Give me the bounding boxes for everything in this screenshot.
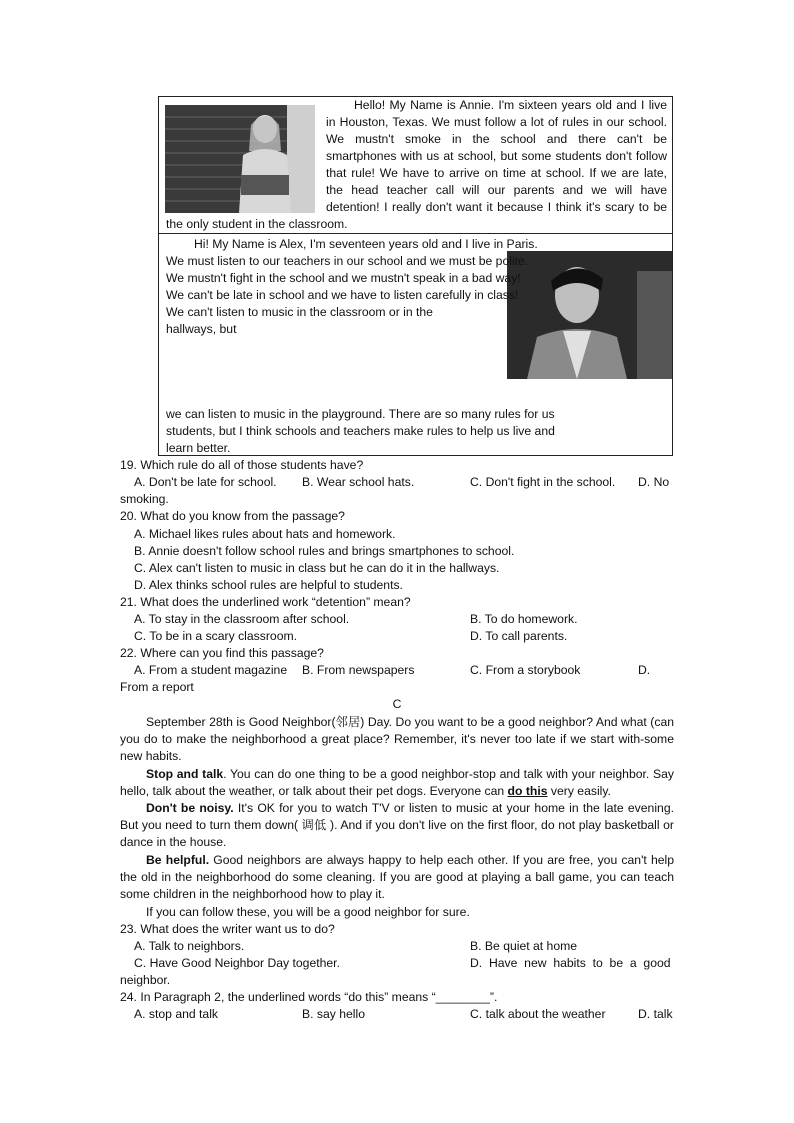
question-23-stem: 23. What does the writer want us to do?	[120, 922, 335, 936]
question-20-option-d[interactable]: D. Alex thinks school rules are helpful to students.	[134, 578, 403, 592]
passage-b-box	[158, 96, 673, 456]
question-19-option-b[interactable]: B. Wear school hats.	[302, 475, 415, 489]
question-20-stem: 20. What do you know from the passage?	[120, 509, 345, 523]
question-22-option-a[interactable]: A. From a student magazine	[134, 663, 288, 677]
question-21-stem: 21. What does the underlined work “detention” mean?	[120, 595, 411, 609]
question-23-option-b[interactable]: B. Be quiet at home	[470, 939, 578, 953]
passage-c-paragraph-3	[120, 852, 674, 903]
question-19-option-d-continued: smoking.	[120, 492, 169, 506]
question-20-option-a[interactable]: A. Michael likes rules about hats and homework.	[134, 527, 396, 541]
paragraph-2-heading: Don't be noisy.	[146, 801, 234, 815]
question-22-option-b[interactable]: B. From newspapers	[302, 663, 415, 677]
question-24-stem: 24. In Paragraph 2, the underlined words “do this” means “________”.	[120, 990, 498, 1004]
question-22-option-c[interactable]: C. From a storybook	[470, 663, 581, 677]
question-20-option-c[interactable]: C. Alex can't listen to music in class but he can do it in the hallways.	[134, 561, 500, 575]
underlined-detention: detention	[315, 595, 366, 609]
passage-c-intro: September 28th is Good Neighbor(邻居) Day. Do you want to be a good neighbor? And what (can you do to make the neighborhood a great place? Remember, it's never too late if we start with-some new habits.	[120, 715, 674, 763]
question-22-option-d-continued: From a report	[120, 680, 194, 694]
alex-section	[159, 234, 672, 456]
alex-line: We can't be late in school and we have to listen carefully in class!	[166, 288, 519, 302]
question-24-option-c[interactable]: C. talk about the weather	[470, 1007, 606, 1021]
annie-section	[159, 97, 672, 234]
alex-text-block	[166, 236, 556, 338]
question-23-option-a[interactable]: A. Talk to neighbors.	[134, 939, 245, 953]
question-24-option-a[interactable]: A. stop and talk	[134, 1007, 219, 1021]
question-22-stem: 22. Where can you find this passage?	[120, 646, 324, 660]
passage-c-label: C	[392, 697, 402, 711]
alex-line: We must listen to our teachers in our school and we must be polite.	[166, 254, 529, 268]
annie-text-block	[166, 97, 667, 233]
passage-c-closing: If you can follow these, you will be a good neighbor for sure.	[146, 905, 470, 919]
question-19-option-c[interactable]: C. Don't fight in the school.	[470, 475, 616, 489]
question-23-option-c[interactable]: C. Have Good Neighbor Day together.	[134, 956, 340, 970]
paragraph-2-text: It's OK for you to watch T'V or listen to music at your home in the late evening. But you need to turn them down( 调低 ). And if you don't live on the first floor, do not play basketball or dance in the house.	[120, 801, 674, 849]
question-20-option-b[interactable]: B. Annie doesn't follow school rules and brings smartphones to school.	[134, 544, 515, 558]
question-24-option-b[interactable]: B. say hello	[302, 1007, 366, 1021]
question-23-option-d[interactable]: D. Have new habits to be a good	[470, 956, 671, 970]
question-22-option-d[interactable]: D.	[638, 663, 651, 677]
question-19-option-d[interactable]: D. No	[638, 475, 670, 489]
question-24-option-d[interactable]: D. talk	[638, 1007, 673, 1021]
annie-paragraph: Hello! My Name is Annie. I'm sixteen years old and I live in Houston, Texas. We must follow a lot of rules in our school. We mustn't smoke in the school and there can't be smartphones with us at school, but some students don't follow that rule! We have to arrive on time at school. If we are late, the head teacher call will our parents and we will have detention! I really don't want it because I think it's scary to be the only student in the classroom.	[166, 98, 667, 231]
underlined-do-this: do this	[507, 784, 548, 798]
paragraph-1-text-end: very easily.	[547, 784, 611, 798]
question-19-stem: 19. Which rule do all of those students have?	[120, 458, 364, 472]
question-19-option-a[interactable]: A. Don't be late for school.	[134, 475, 277, 489]
paragraph-3-heading: Be helpful.	[146, 853, 210, 867]
paragraph-1-text: . You can do one thing to be a good neighbor-stop and talk with your neighbor. Say hello, talk about the weather, or talk about their pet dogs. Everyone can	[120, 767, 674, 798]
passage-c-paragraph-1	[120, 766, 674, 800]
passage-c-paragraph-2	[120, 800, 674, 851]
alex-line: Hi! My Name is Alex, I'm seventeen years old and I live in Paris.	[194, 237, 538, 251]
question-21-option-c[interactable]: C. To be in a scary classroom.	[134, 629, 298, 643]
alex-line: We mustn't fight in the school and we mustn't speak in a bad way!	[166, 271, 521, 285]
alex-line: We can't listen to music in the classroom or in the hallways, but	[166, 305, 433, 336]
question-21-option-d[interactable]: D. To call parents.	[470, 629, 568, 643]
question-21-option-a[interactable]: A. To stay in the classroom after school.	[134, 612, 350, 626]
question-23-option-d-continued: neighbor.	[120, 973, 171, 987]
paragraph-3-text: Good neighbors are always happy to help each other. If you are free, you can't help the old in the neighborhood do some cleaning. If you are good at playing a ball game, you can teach some children in the neighborhood how to play it.	[120, 853, 674, 901]
paragraph-1-heading: Stop and talk	[146, 767, 224, 781]
question-21-option-b[interactable]: B. To do homework.	[470, 612, 578, 626]
alex-line: we can listen to music in the playground. There are so many rules for us students, but I think schools and teachers make rules to help us live and learn better.	[166, 407, 555, 455]
